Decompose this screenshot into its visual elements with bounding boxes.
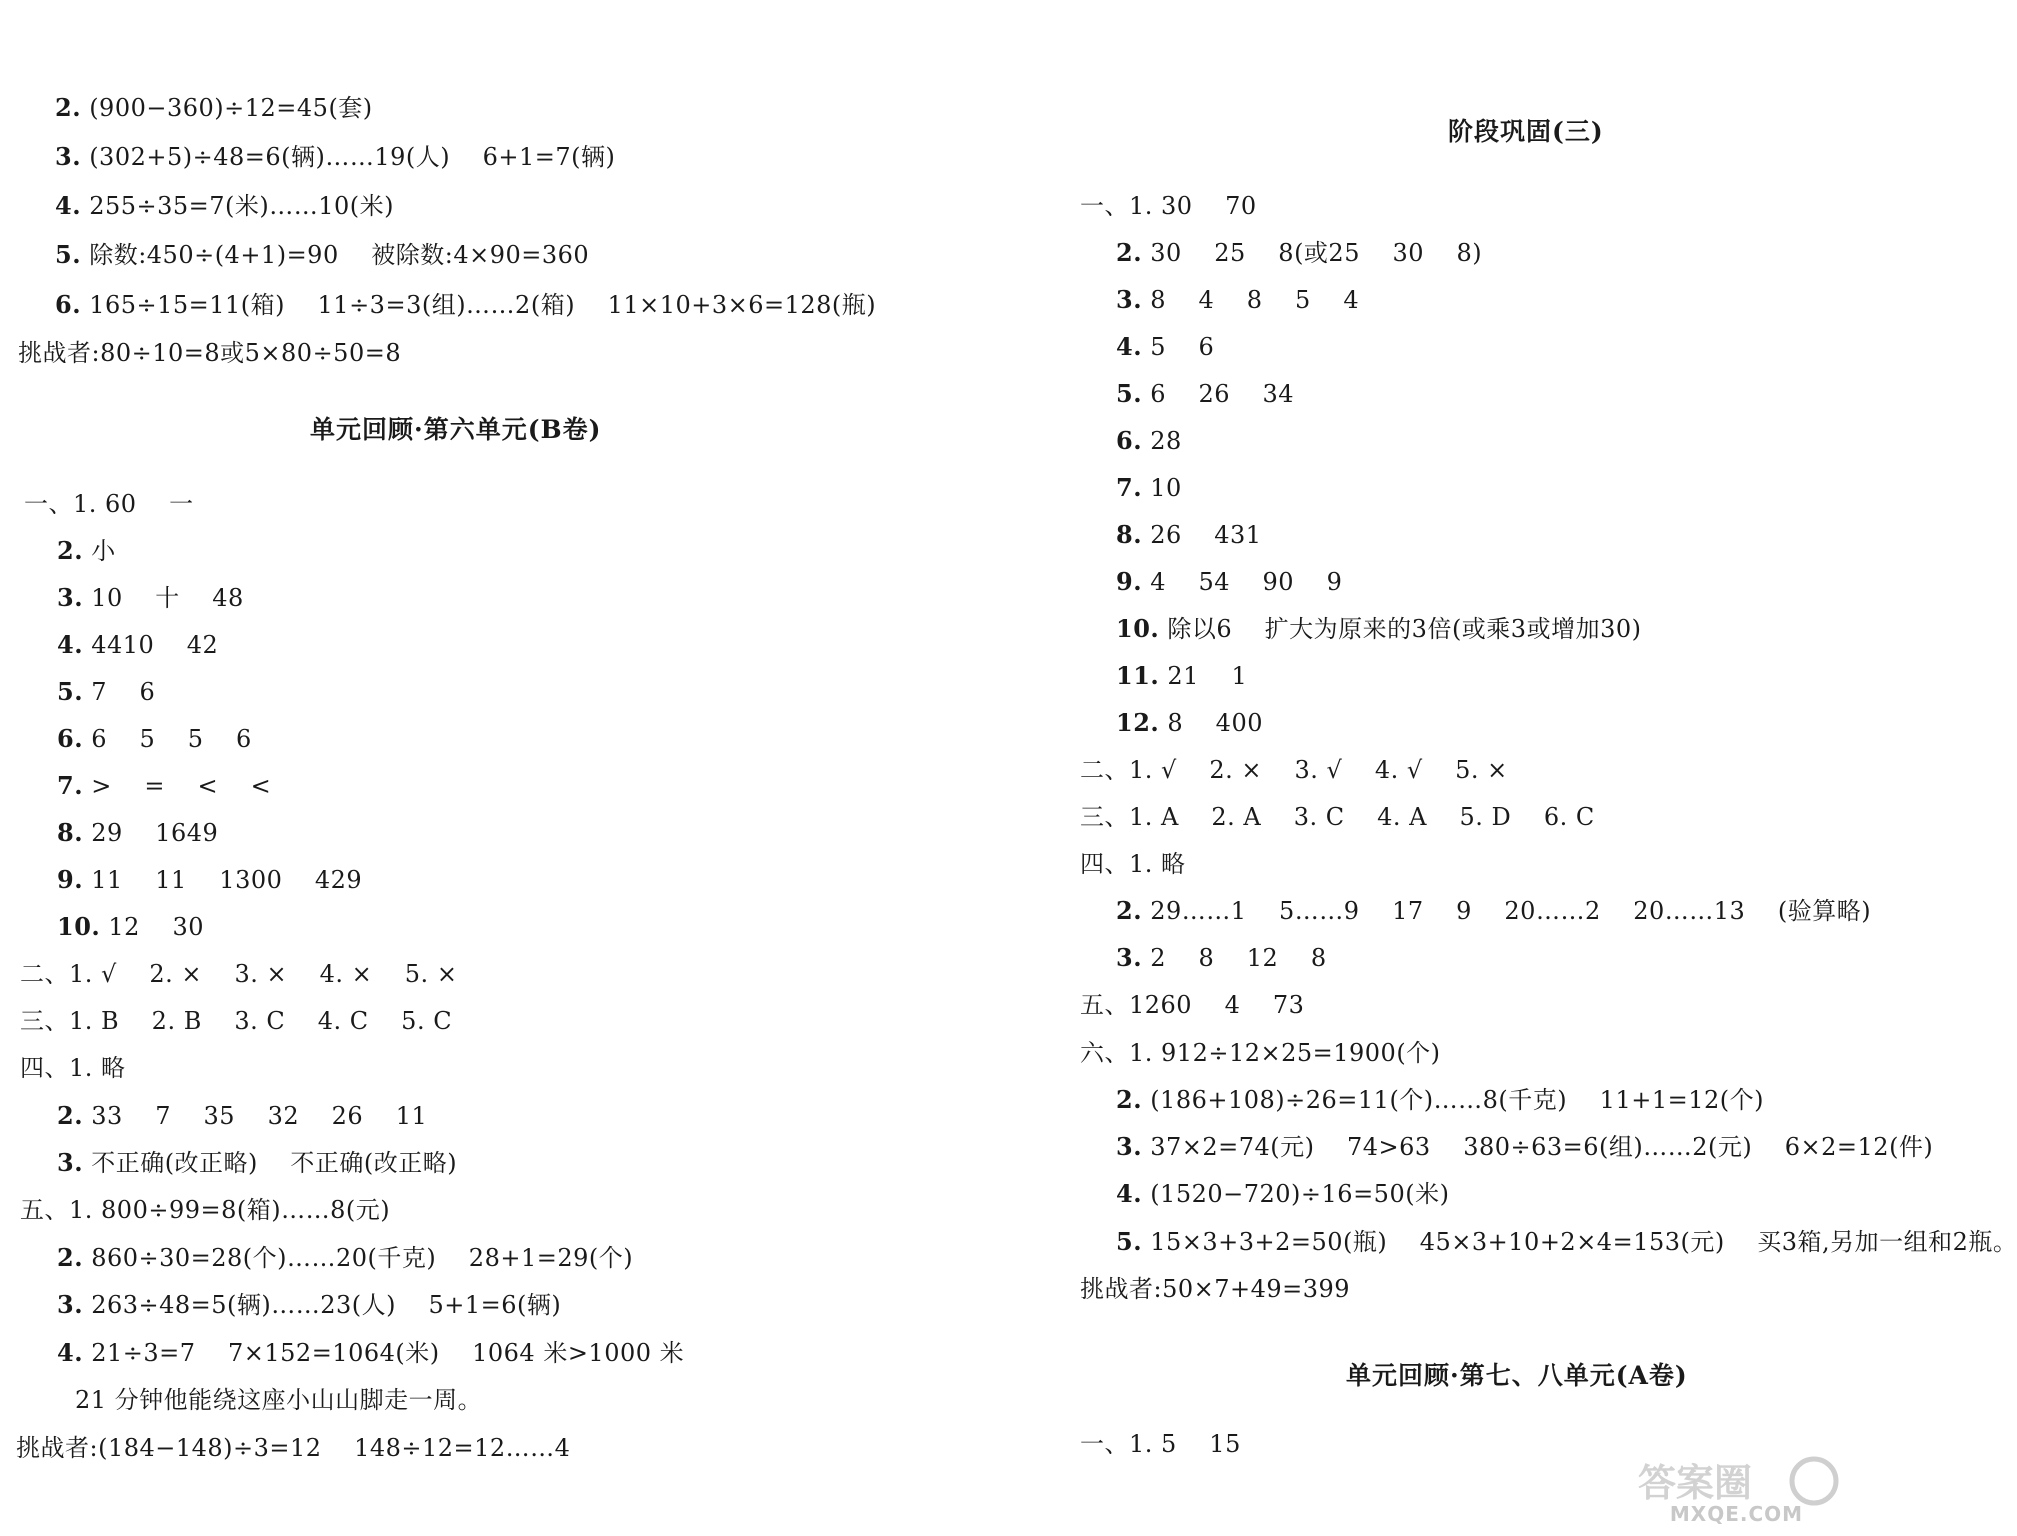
answer-text: (900−360)÷12=45(套) bbox=[81, 94, 373, 122]
answer-text: 4410 42 bbox=[83, 631, 219, 659]
question-number: 2. bbox=[57, 1101, 84, 1130]
answer-line bbox=[75, 1384, 482, 1416]
answer-text: 挑战者:(184−148)÷3=12 148÷12=12……4 bbox=[16, 1434, 571, 1462]
answer-text: 860÷30=28(个)……20(千克) 28+1=29(个) bbox=[83, 1244, 634, 1272]
answer-text: 8 4 8 5 4 bbox=[1142, 286, 1360, 314]
answer-text: 小 bbox=[83, 537, 116, 565]
answer-line bbox=[1080, 848, 1186, 880]
question-number: 4. bbox=[57, 1338, 84, 1367]
question-number: 6. bbox=[1116, 426, 1143, 455]
watermark-logo-icon bbox=[1634, 1456, 1839, 1506]
answer-text: > = < < bbox=[83, 772, 272, 800]
answer-text: 除数:450÷(4+1)=90 被除数:4×90=360 bbox=[81, 241, 590, 269]
answer-text: 二、1. √ 2. × 3. × 4. × 5. × bbox=[20, 960, 458, 988]
question-number: 2. bbox=[1116, 896, 1143, 925]
question-number: 7. bbox=[57, 771, 84, 800]
answer-line bbox=[1116, 566, 1342, 598]
answer-line bbox=[20, 1194, 390, 1226]
question-number: 6. bbox=[57, 724, 84, 753]
question-number: 4. bbox=[57, 630, 84, 659]
question-number: 9. bbox=[1116, 567, 1143, 596]
answer-line bbox=[1116, 1131, 1933, 1163]
question-number: 8. bbox=[1116, 520, 1143, 549]
answer-text: 165÷15=11(箱) 11÷3=3(组)……2(箱) 11×10+3×6=128(瓶) bbox=[81, 291, 877, 319]
answer-text: (186+108)÷26=11(个)……8(千克) 11+1=12(个) bbox=[1142, 1086, 1764, 1114]
question-number: 4. bbox=[55, 191, 82, 220]
answer-line bbox=[1116, 519, 1262, 551]
answer-text: 挑战者:50×7+49=399 bbox=[1080, 1275, 1351, 1303]
answer-line bbox=[1080, 1037, 1441, 1069]
answer-text: 挑战者:80÷10=8或5×80÷50=8 bbox=[18, 339, 402, 367]
answer-line bbox=[57, 1147, 457, 1179]
question-number: 5. bbox=[1116, 1227, 1143, 1256]
answer-text: 8 400 bbox=[1159, 709, 1263, 737]
answer-line bbox=[1116, 613, 1641, 645]
answer-text: 4 54 90 9 bbox=[1142, 568, 1343, 596]
answer-text: 7 6 bbox=[83, 678, 156, 706]
question-number: 2. bbox=[57, 1243, 84, 1272]
answer-line bbox=[57, 1337, 684, 1369]
answer-line bbox=[1080, 989, 1304, 1021]
answer-line bbox=[55, 289, 876, 321]
answer-text: 2 8 12 8 bbox=[1142, 944, 1327, 972]
answer-line bbox=[1116, 1084, 1764, 1116]
question-number: 3. bbox=[1116, 285, 1143, 314]
answer-text: 30 25 8(或25 30 8) bbox=[1142, 239, 1483, 267]
answer-text: 255÷35=7(米)……10(米) bbox=[81, 192, 395, 220]
question-number: 8. bbox=[57, 818, 84, 847]
question-number: 4. bbox=[1116, 332, 1143, 361]
answer-text: 12 30 bbox=[100, 913, 204, 941]
answer-line bbox=[57, 1242, 633, 1274]
answer-line bbox=[16, 1432, 570, 1464]
question-number: 5. bbox=[55, 240, 82, 269]
question-number: 11. bbox=[1116, 661, 1160, 690]
answer-text: 四、1. 略 bbox=[1080, 850, 1186, 878]
answer-text: 33 7 35 32 26 11 bbox=[83, 1102, 428, 1130]
answer-line bbox=[1080, 1428, 1241, 1460]
answer-line bbox=[1080, 754, 1508, 786]
question-number: 2. bbox=[55, 93, 82, 122]
answer-line bbox=[57, 723, 252, 755]
answer-text: (302+5)÷48=6(辆)……19(人) 6+1=7(辆) bbox=[81, 143, 616, 171]
answer-text: 一、1. 60 一 bbox=[24, 490, 194, 518]
answer-text: 21÷3=7 7×152=1064(米) 1064 米>1000 米 bbox=[83, 1339, 685, 1367]
answer-line bbox=[1116, 284, 1359, 316]
answer-text: 6 5 5 6 bbox=[83, 725, 252, 753]
answer-line bbox=[20, 958, 457, 990]
watermark-site: MXQE.COM bbox=[1669, 1502, 1804, 1526]
answer-line bbox=[57, 582, 244, 614]
answer-text: 二、1. √ 2. × 3. √ 4. √ 5. × bbox=[1080, 756, 1508, 784]
answer-line bbox=[1116, 660, 1247, 692]
question-number: 3. bbox=[1116, 943, 1143, 972]
answer-line bbox=[1116, 1178, 1449, 1210]
answer-line bbox=[18, 337, 401, 369]
answer-line bbox=[1116, 1226, 2017, 1258]
answer-text: 10 bbox=[1142, 474, 1182, 502]
question-number: 2. bbox=[57, 536, 84, 565]
question-number: 2. bbox=[1116, 238, 1143, 267]
question-number: 5. bbox=[57, 677, 84, 706]
question-number: 3. bbox=[57, 1148, 84, 1177]
answer-text: 除以6 扩大为原来的3倍(或乘3或增加30) bbox=[1159, 615, 1642, 643]
answer-line bbox=[24, 488, 194, 520]
answer-line bbox=[57, 535, 116, 567]
answer-line bbox=[55, 190, 394, 222]
answer-line bbox=[1116, 425, 1182, 457]
answer-text: 21 分钟他能绕这座小山山脚走一周。 bbox=[75, 1386, 483, 1414]
watermark bbox=[1634, 1456, 1839, 1530]
answer-line bbox=[20, 1052, 126, 1084]
answer-text: 37×2=74(元) 74>63 380÷63=6(组)……2(元) 6×2=12(件) bbox=[1142, 1133, 1934, 1161]
answer-line bbox=[1116, 895, 1871, 927]
question-number: 3. bbox=[57, 583, 84, 612]
answer-text: 5 6 bbox=[1142, 333, 1215, 361]
question-number: 3. bbox=[1116, 1132, 1143, 1161]
answer-line bbox=[57, 676, 155, 708]
answer-line bbox=[55, 92, 373, 124]
answer-line bbox=[1116, 237, 1482, 269]
question-number: 3. bbox=[55, 142, 82, 171]
question-number: 10. bbox=[57, 912, 101, 941]
answer-line bbox=[1080, 801, 1595, 833]
watermark-logo-text: 答案圈 bbox=[1638, 1461, 1753, 1505]
answer-line bbox=[57, 629, 218, 661]
question-number: 7. bbox=[1116, 473, 1143, 502]
answer-text: 一、1. 30 70 bbox=[1080, 192, 1257, 220]
question-number: 9. bbox=[57, 865, 84, 894]
answer-line bbox=[1116, 331, 1214, 363]
answer-text: 五、1. 800÷99=8(箱)……8(元) bbox=[20, 1196, 391, 1224]
answer-text: 28 bbox=[1142, 427, 1182, 455]
answer-text: 21 1 bbox=[1159, 662, 1248, 690]
answer-text: 一、1. 5 15 bbox=[1080, 1430, 1241, 1458]
question-number: 10. bbox=[1116, 614, 1160, 643]
question-number: 5. bbox=[1116, 379, 1143, 408]
section-heading-unit78-a: 单元回顾·第七、八单元(A卷) bbox=[1346, 1361, 1688, 1390]
answer-text: 29……1 5……9 17 9 20……2 20……13 (验算略) bbox=[1142, 897, 1872, 925]
question-number: 6. bbox=[55, 290, 82, 319]
answer-line bbox=[57, 864, 362, 896]
question-number: 3. bbox=[57, 1290, 84, 1319]
answer-line bbox=[1080, 1273, 1350, 1305]
answer-text: 10 十 48 bbox=[83, 584, 244, 612]
answer-text: 6 26 34 bbox=[1142, 380, 1295, 408]
answer-text: 15×3+3+2=50(瓶) 45×3+10+2×4=153(元) 买3箱,另加一组和2瓶。 bbox=[1142, 1228, 2017, 1256]
answer-text: 29 1649 bbox=[83, 819, 219, 847]
answer-text: 11 11 1300 429 bbox=[83, 866, 363, 894]
question-number: 4. bbox=[1116, 1179, 1143, 1208]
question-number: 12. bbox=[1116, 708, 1160, 737]
section-heading-unit6-b: 单元回顾·第六单元(B卷) bbox=[310, 415, 602, 444]
answer-line bbox=[57, 911, 204, 943]
answer-text: 三、1. A 2. A 3. C 4. A 5. D 6. C bbox=[1080, 803, 1595, 831]
answer-line bbox=[57, 817, 218, 849]
answer-line bbox=[1116, 378, 1294, 410]
section-heading-stage3: 阶段巩固(三) bbox=[1448, 117, 1604, 146]
answer-text: 26 431 bbox=[1142, 521, 1262, 549]
answer-text: (1520−720)÷16=50(米) bbox=[1142, 1180, 1450, 1208]
answer-line bbox=[57, 770, 271, 802]
answer-text: 六、1. 912÷12×25=1900(个) bbox=[1080, 1039, 1441, 1067]
answer-line bbox=[1116, 472, 1182, 504]
answer-line bbox=[1116, 942, 1327, 974]
answer-text: 263÷48=5(辆)……23(人) 5+1=6(辆) bbox=[83, 1291, 562, 1319]
answer-text: 五、1260 4 73 bbox=[1080, 991, 1305, 1019]
answer-line bbox=[1116, 707, 1263, 739]
answer-text: 三、1. B 2. B 3. C 4. C 5. C bbox=[20, 1007, 453, 1035]
answer-line bbox=[1080, 190, 1257, 222]
answer-text: 四、1. 略 bbox=[20, 1054, 126, 1082]
question-number: 2. bbox=[1116, 1085, 1143, 1114]
answer-line bbox=[20, 1005, 452, 1037]
answer-line bbox=[55, 239, 589, 271]
answer-text: 不正确(改正略) 不正确(改正略) bbox=[83, 1149, 458, 1177]
answer-line bbox=[57, 1289, 561, 1321]
answer-line bbox=[57, 1100, 427, 1132]
answer-line bbox=[55, 141, 615, 173]
